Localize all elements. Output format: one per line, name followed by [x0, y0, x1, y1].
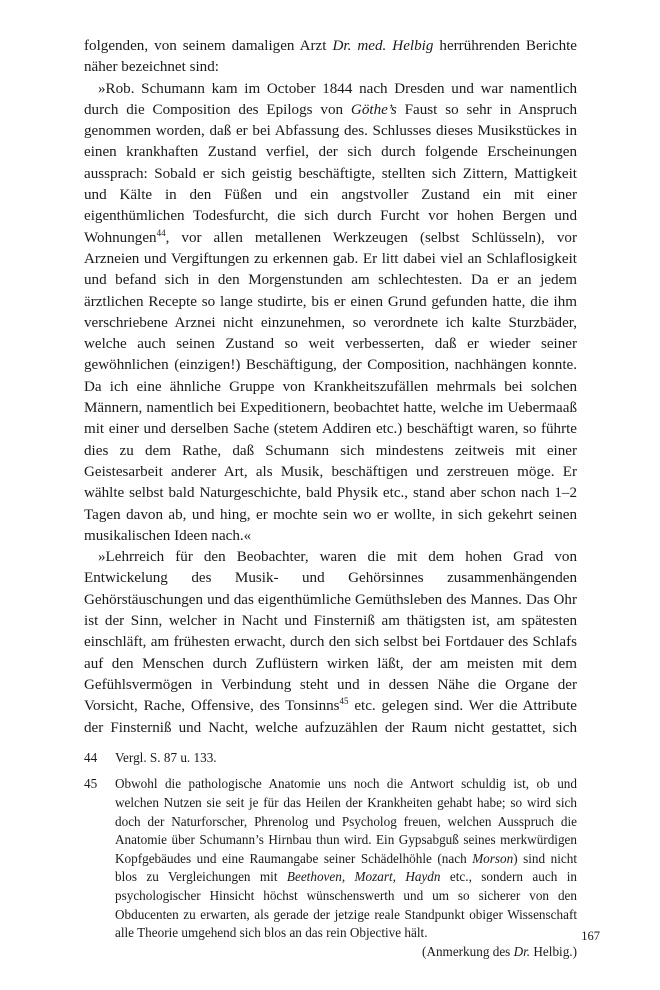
- paragraph-1: folgenden, von seinem damaligen Arzt Dr. med. Helbig herrührenden Berichte näher bezeichnet sind:: [84, 38, 578, 76]
- footnote-number: 44: [84, 749, 98, 765]
- goethe-name: Göthe’s: [350, 101, 397, 118]
- paragraph-3: »Lehrreich für den Beobachter, waren die mit dem hohen Grad von Entwickelung des Musik- und Gehörsinnes zusammenhängenden Gehörstäuschungen und das eigenthümliche Gemüthsleben des Mannes. Das Ohr ist der Sinn, welcher in Nacht und Finsterniß am thätigsten ist, am spätesten einschläft, am frühesten erwacht, durch den sich selbst bei Fortdauer des Schlafs auf den Menschen durch Zuflüstern wirken läßt, der am meisten mit dem Gefühlsvermögen in Verbindung steht und in dessen Nähe die Organe der Vorsicht, Rache, Offensive, des Tonsinns$^{45}$ etc. gelegen sind. Wer die Attribute der Finsterniß und Nacht, welche aufzuzählen der Raum nicht gestattet, sich: [84, 549, 578, 736]
- book-page: [84, 36, 577, 969]
- footnotes: [84, 749, 577, 962]
- footnote-ref-45: 45: [339, 696, 349, 707]
- footnote-text: Vergl. S. 87 u. 133.: [115, 749, 217, 765]
- page-number: 167: [581, 929, 600, 943]
- footnote-44: [84, 749, 577, 768]
- main-text: [84, 36, 577, 739]
- footnote-signature: (Anmerkung des Dr. Helbig.): [422, 943, 577, 959]
- composer-names: Beethoven, Mozart, Haydn: [286, 869, 441, 885]
- footnote-ref-44: 44: [156, 227, 166, 238]
- footnote-45: [84, 775, 577, 961]
- morson-name: Morson: [472, 850, 514, 866]
- paragraph-2: »Rob. Schumann kam im October 1844 nach Dresden und war namentlich durch die Composition des Epilogs von Göthe’s Faust so sehr in Anspruch genommen worden, daß er bei Abfassung des. Schlusses dieses Musikstückes in einen krankhaften Zustand verfiel, der sich durch folgende Erscheinungen aussprach: Sobald er sich geistig beschäftigte, stellten sich Zittern, Mattigkeit und Kälte in den Füßen und ein angstvoller Zustand ein mit einer eigenthümlichen Todesfurcht, die sich durch Furcht vor hohen Bergen und Wohnungen$^{44}$, vor allen metallenen Werkzeugen (selbst Schlüsseln), vor Arzneien und Vergiftungen zu erkennen gab. Er litt dabei viel an Schlaflosigkeit und befand sich in den Morgenstunden am schlechtesten. Da er an jedem ärztlichen Recepte so lange studirte, bis er einen Grund gefunden hatte, die ihm verschriebene Arznei nicht einzunehmen, so verordnete ich kalte Sturzbäder, welche auch seinen Zustand so weit verbesserten, daß er wieder seiner gewöhnlichen (einzigen!) Beschäftigung, der Composition, nachhängen konnte. Da ich eine ähnliche Gruppe von Krankheitszufällen mehrmals bei solchen Männern, namentlich bei Expeditionern, beobachtet hatte, welche im Uebermaaß mit einer und derselben Sache (stetem Addiren etc.) beschäftigt waren, so führte dies zu dem Rathe, daß Schumann sich mindestens zeitweis mit einer Geistesarbeit anderer Art, als Musik, beschäftigen und zerstreuen möge. Er wählte selbst bald Naturgeschichte, bald Physik etc., stand aber schon nach 1–2 Tagen davon ab, und hing, er mochte sein wo er wollte, in sich gekehrt seinen musikalischen Ideen nach.«: [84, 80, 577, 544]
- footnote-number: 45: [84, 776, 98, 792]
- doctor-name: Dr. med. Helbig: [332, 38, 434, 54]
- footnote-text: Obwohl die pathologische Anatomie uns noch die Antwort schuldig ist, ob und welchen Nutzen sie seit je für das Heilen der Krankheiten gehabt habe; so wird sich doch der Naturforscher, Phrenolog und Psycholog freuen, welchen Ausspruch die Anatomie über Schumann’s Hirnbau thun wird. Ein Gypsabguß seines merkwürdigen Kopfgebäudes und eine Raumangabe seiner Schädelhöhle (nach Morson) sind nicht blos zu Vergleichungen mit Beethoven, Mozart, Haydn etc., sondern auch in psychologischer Hinsicht höchst wünschenswerth und um so sicherer von den Obducenten zu erwarten, als gerade der jetzige reale Standpunkt obiger Wissenschaft alle Theorie umgehend sich blos an das rein Objective hält. (Anmerkung des Dr. Helbig.): [115, 775, 577, 961]
